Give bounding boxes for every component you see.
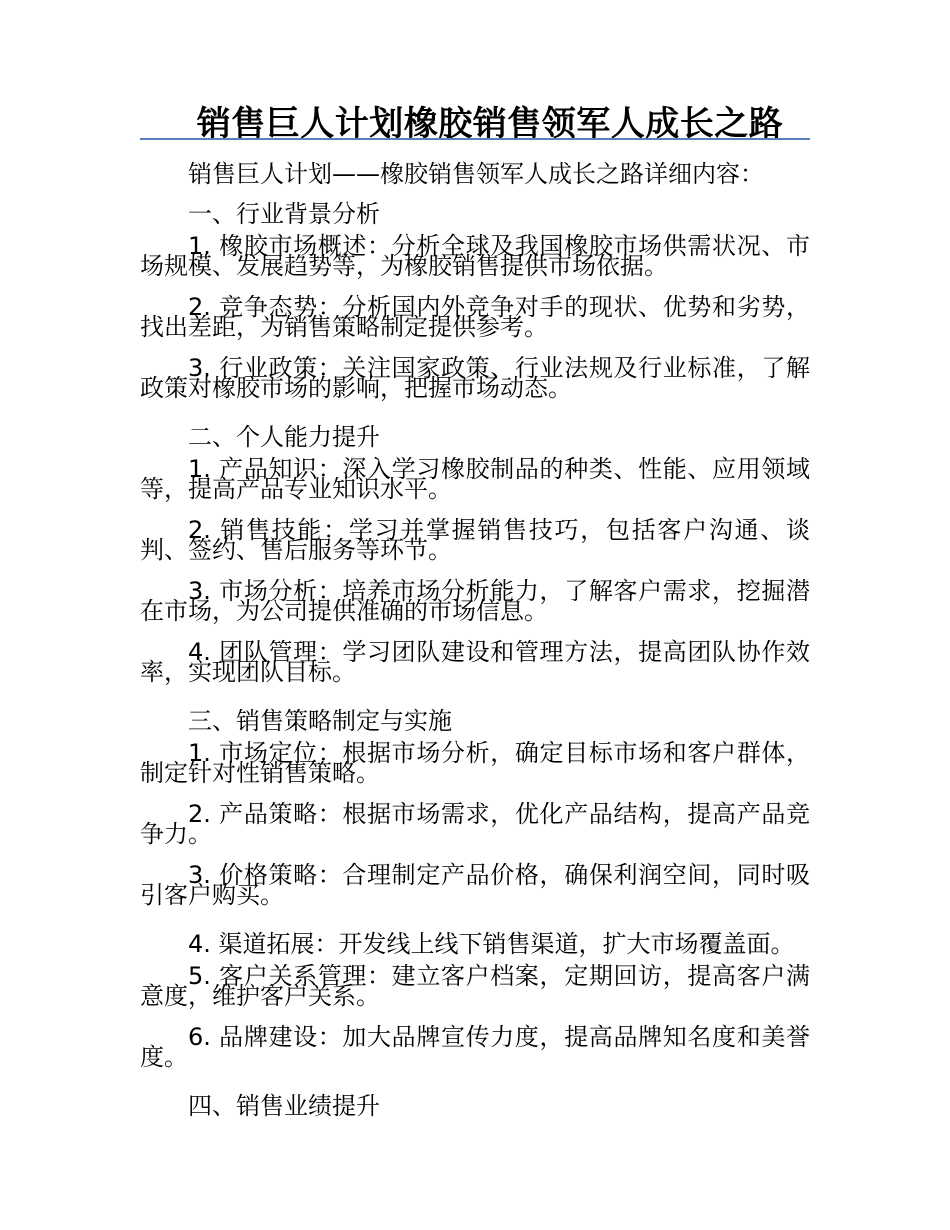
document-body <box>140 156 810 1128</box>
list-item: 2. 竞争态势：分析国内外竞争对手的现状、优势和劣势，找出差距，为销售策略制定提供参考。 <box>140 293 810 341</box>
list-item: 4. 团队管理：学习团队建设和管理方法，提高团队协作效率，实现团队目标。 <box>140 638 810 686</box>
section-heading: 二、个人能力提升 <box>188 423 380 451</box>
title-underline <box>140 138 810 140</box>
list-item: 5. 客户关系管理：建立客户档案，定期回访，提高客户满意度，维护客户关系。 <box>140 962 810 1010</box>
list-item: 1. 产品知识：深入学习橡胶制品的种类、性能、应用领域等，提高产品专业知识水平。 <box>140 455 810 503</box>
section-heading: 一、行业背景分析 <box>188 200 380 228</box>
list-item: 2. 产品策略：根据市场需求，优化产品结构，提高产品竞争力。 <box>140 800 810 848</box>
list-item: 3. 价格策略：合理制定产品价格，确保利润空间，同时吸引客户购买。 <box>140 861 810 909</box>
list-item: 6. 品牌建设：加大品牌宣传力度，提高品牌知名度和美誉度。 <box>140 1023 810 1071</box>
intro-paragraph: 销售巨人计划——橡胶销售领军人成长之路详细内容： <box>188 160 764 188</box>
document-title: 销售巨人计划橡胶销售领军人成长之路 <box>196 104 784 144</box>
section-heading: 三、销售策略制定与实施 <box>188 707 452 735</box>
section-heading: 四、销售业绩提升 <box>188 1092 380 1120</box>
list-item: 1. 市场定位：根据市场分析，确定目标市场和客户群体，制定针对性销售策略。 <box>140 739 810 787</box>
list-item: 3. 市场分析：培养市场分析能力，了解客户需求，挖掘潜在市场，为公司提供准确的市场信息。 <box>140 577 810 625</box>
list-item: 1. 橡胶市场概述：分析全球及我国橡胶市场供需状况、市场规模、发展趋势等，为橡胶销售提供市场依据。 <box>140 232 810 280</box>
list-item: 2. 销售技能：学习并掌握销售技巧，包括客户沟通、谈判、签约、售后服务等环节。 <box>140 516 810 564</box>
list-item: 4. 渠道拓展：开发线上线下销售渠道，扩大市场覆盖面。 <box>188 930 795 958</box>
list-item: 3. 行业政策：关注国家政策、行业法规及行业标准，了解政策对橡胶市场的影响，把握市场动态。 <box>140 354 810 402</box>
